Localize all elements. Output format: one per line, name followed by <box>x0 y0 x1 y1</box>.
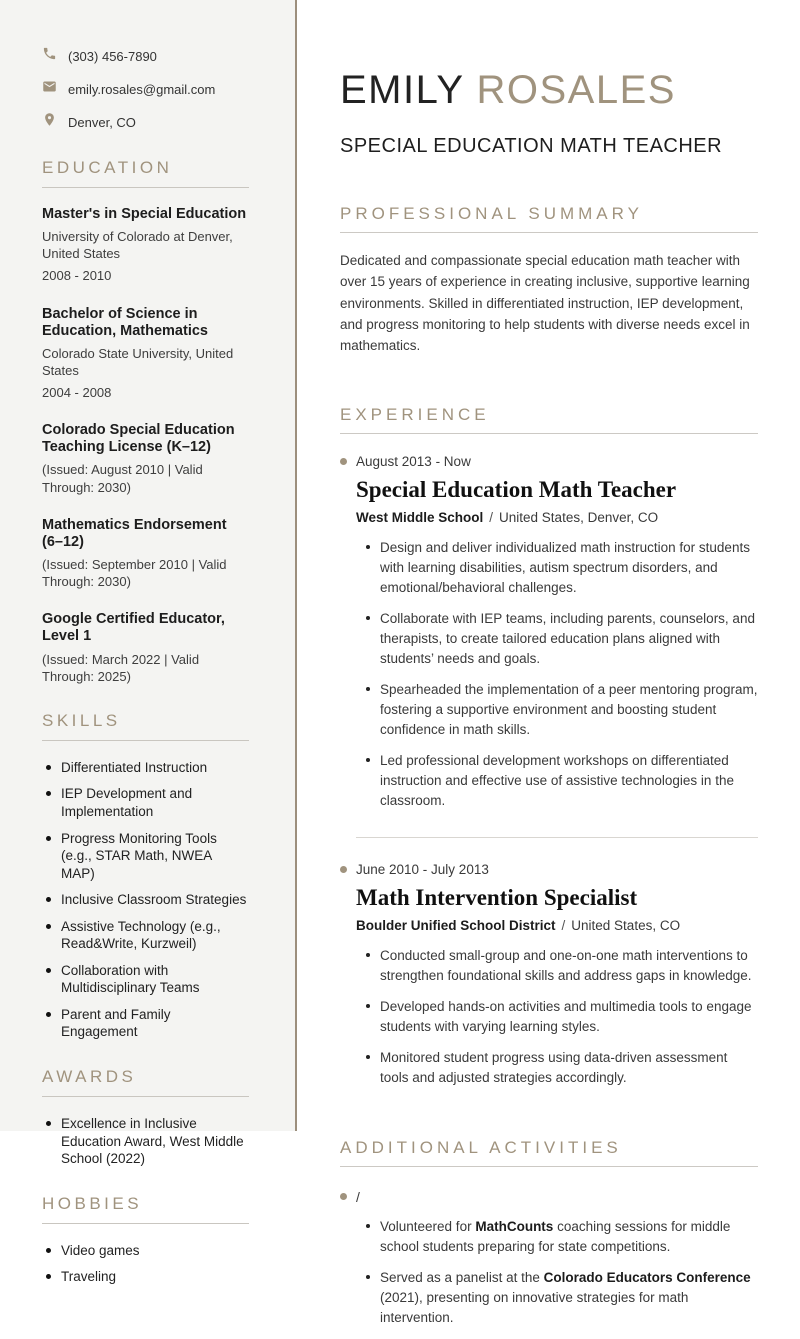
company-line <box>356 510 758 525</box>
skills-title: SKILLS <box>42 711 249 741</box>
contact-email <box>42 79 249 99</box>
job-bullet-list <box>356 538 758 811</box>
location-text: Denver, CO <box>68 114 136 130</box>
bullet-dot <box>366 1004 370 1008</box>
dates: (Issued: August 2010 | Valid Through: 2030) <box>42 462 203 495</box>
list-item: Assistive Technology (e.g., Read&Write, Kurzweil) <box>42 918 249 953</box>
date-range: June 2010 - July 2013 <box>340 862 758 877</box>
degree: Master's in Special Education <box>42 206 247 222</box>
date-marker-dot <box>340 458 347 465</box>
dates: 2004 - 2008 <box>42 385 112 401</box>
entry-divider <box>356 837 758 838</box>
column-divider <box>295 0 297 1131</box>
awards-section <box>42 1067 249 1168</box>
bullet-dot <box>46 1248 51 1253</box>
list-item: Differentiated Instruction <box>42 759 249 777</box>
experience-section <box>340 405 758 1088</box>
list-item: Led professional development workshops on differentiated instruction and effective use of assistive technologies in the classroom. <box>356 751 758 811</box>
summary-text: Dedicated and compassionate special education math teacher with over 15 years of experience in creating inclusive, supportive learning environments. Skilled in differentiated instruction, IEP development, and progress monitoring to help students with diverse needs excel in mathematics. <box>340 253 750 354</box>
bullet-dot <box>366 687 370 691</box>
education-item <box>42 611 249 685</box>
bullet-dot <box>366 616 370 620</box>
bullet-dot <box>46 897 51 902</box>
contact-block <box>42 46 249 132</box>
hobbies-section <box>42 1194 249 1286</box>
bullet-dot <box>366 1055 370 1059</box>
education-item <box>42 517 249 591</box>
list-item: Spearheaded the implementation of a peer mentoring program, fostering a supportive environment and boosting student confidence in math skills. <box>356 680 758 740</box>
email-icon <box>42 79 57 99</box>
degree: Google Certified Educator, Level 1 <box>42 611 225 645</box>
bullet-dot <box>46 765 51 770</box>
contact-location <box>42 112 249 132</box>
list-item: Design and deliver individualized math instruction for students with learning disabilities, autism spectrum disorders, and emotional/behavioral challenges. <box>356 538 758 598</box>
dates: 2008 - 2010 <box>42 268 112 284</box>
list-item: Monitored student progress using data-driven assessment tools and adjusted strategies accordingly. <box>356 1048 758 1088</box>
list-item: Volunteered for MathCounts coaching sessions for middle school students preparing for state competitions. <box>356 1217 758 1257</box>
education-item <box>42 306 249 402</box>
degree: Colorado Special Education Teaching License (K–12) <box>42 422 235 456</box>
phone-number: (303) 456-7890 <box>68 48 157 64</box>
activity-marker-line <box>340 1189 758 1205</box>
list-item: IEP Development and Implementation <box>42 785 249 820</box>
activity-marker: / <box>356 1188 360 1205</box>
bullet-dot <box>366 1275 370 1279</box>
main-content <box>340 0 758 1339</box>
skills-section <box>42 711 249 1041</box>
job-body <box>340 477 758 811</box>
hobbies-title: HOBBIES <box>42 1194 249 1224</box>
list-item: Collaborate with IEP teams, including parents, counselors, and therapists, to create tailored education plans aligned with students’ needs and goals. <box>356 609 758 669</box>
bullet-dot <box>46 1274 51 1279</box>
company-line <box>356 918 758 933</box>
company-name: Boulder Unified School District <box>356 918 556 934</box>
phone-icon <box>42 46 57 66</box>
date-marker-dot <box>340 1193 347 1200</box>
job-bullet-list <box>356 946 758 1088</box>
bullet-dot <box>46 1121 51 1126</box>
date-range: August 2013 - Now <box>340 454 758 469</box>
list-item: Traveling <box>42 1268 249 1286</box>
highlighted-term: MathCounts <box>475 1218 554 1234</box>
hobbies-list <box>42 1242 249 1286</box>
bullet-dot <box>366 1224 370 1228</box>
email-address: emily.rosales@gmail.com <box>68 81 216 97</box>
education-section <box>42 158 249 685</box>
role-title: Math Intervention Specialist <box>356 884 638 910</box>
first-name: EMILY <box>340 68 464 112</box>
job-title: SPECIAL EDUCATION MATH TEACHER <box>340 135 723 157</box>
separator: / <box>489 510 494 526</box>
list-item: Served as a panelist at the Colorado Educators Conference (2021), presenting on innovative strategies for math intervention. <box>356 1268 758 1328</box>
company-location: United States, CO <box>571 918 681 934</box>
sidebar <box>0 0 295 1285</box>
list-item: Progress Monitoring Tools (e.g., STAR Math, NWEA MAP) <box>42 830 249 883</box>
separator: / <box>561 918 566 934</box>
list-item: Video games <box>42 1242 249 1260</box>
additional-activities-section <box>340 1138 758 1328</box>
company-location: United States, Denver, CO <box>499 510 659 526</box>
list-item: Conducted small-group and one-on-one math interventions to strengthen foundational skills and address gaps in knowledge. <box>356 946 758 986</box>
dates: (Issued: March 2022 | Valid Through: 2025) <box>42 651 200 684</box>
location-pin-icon <box>42 112 57 132</box>
education-item <box>42 422 249 496</box>
education-title: EDUCATION <box>42 158 249 188</box>
contact-phone <box>42 46 249 66</box>
education-item <box>42 206 249 285</box>
list-item: Excellence in Inclusive Education Award, West Middle School (2022) <box>42 1115 249 1168</box>
highlighted-term: Colorado Educators Conference <box>543 1269 751 1285</box>
summary-section <box>340 204 758 357</box>
additional-activities-title: ADDITIONAL ACTIVITIES <box>340 1138 758 1167</box>
dates: (Issued: September 2010 | Valid Through: 2030) <box>42 557 227 590</box>
school: University of Colorado at Denver, United States <box>42 229 233 262</box>
bullet-dot <box>366 545 370 549</box>
degree: Bachelor of Science in Education, Mathematics <box>42 305 208 339</box>
skills-list <box>42 759 249 1041</box>
last-name: ROSALES <box>476 68 676 112</box>
experience-entry <box>340 454 758 811</box>
bullet-dot <box>46 836 51 841</box>
experience-entry <box>340 862 758 1088</box>
summary-title: PROFESSIONAL SUMMARY <box>340 204 758 233</box>
bullet-dot <box>46 1012 51 1017</box>
bullet-dot <box>46 924 51 929</box>
awards-title: AWARDS <box>42 1067 249 1097</box>
bullet-dot <box>366 758 370 762</box>
list-item: Parent and Family Engagement <box>42 1006 249 1041</box>
bullet-dot <box>46 968 51 973</box>
job-body <box>340 885 758 1088</box>
bullet-dot <box>46 791 51 796</box>
activities-bullet-list <box>340 1217 758 1328</box>
bullet-dot <box>366 953 370 957</box>
awards-list <box>42 1115 249 1168</box>
list-item: Developed hands-on activities and multimedia tools to engage students with varying learning styles. <box>356 997 758 1037</box>
degree: Mathematics Endorsement (6–12) <box>42 516 227 550</box>
list-item: Collaboration with Multidisciplinary Teams <box>42 962 249 997</box>
company-name: West Middle School <box>356 510 484 526</box>
school: Colorado State University, United States <box>42 345 234 378</box>
date-marker-dot <box>340 866 347 873</box>
list-item: Inclusive Classroom Strategies <box>42 891 249 909</box>
role-title: Special Education Math Teacher <box>356 476 677 502</box>
experience-title: EXPERIENCE <box>340 405 758 434</box>
page-title <box>340 70 758 110</box>
